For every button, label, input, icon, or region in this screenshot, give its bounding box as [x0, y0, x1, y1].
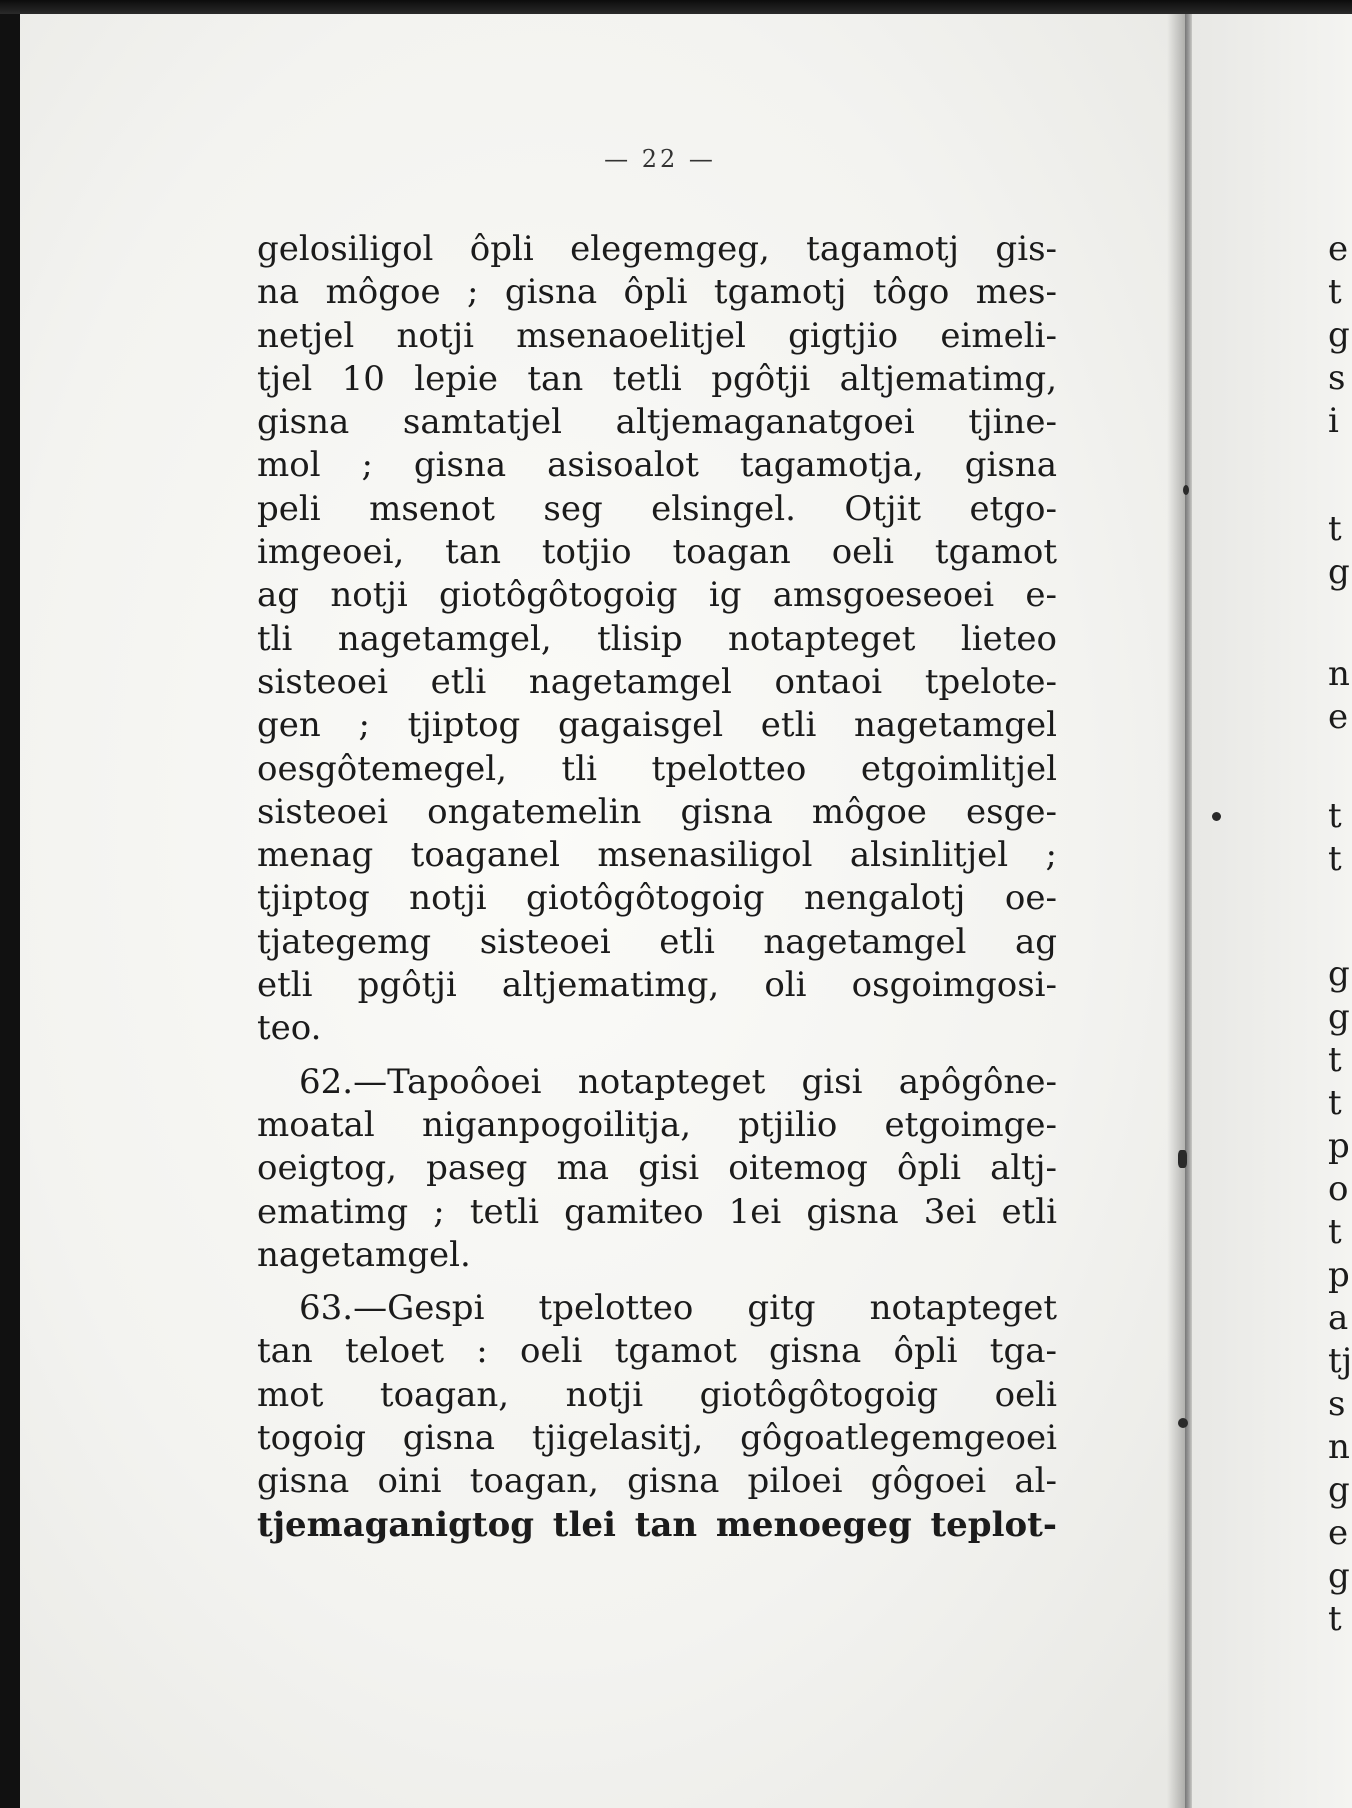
text-line: tan teloet : oeli tgamot gisna ôpli tga-: [257, 1331, 1057, 1372]
text-line: tli nagetamgel, tlisip notapteget lieteo: [257, 618, 1057, 659]
ink-spot: [1183, 485, 1189, 495]
edge-letter: g: [1328, 315, 1350, 355]
text-line: oesgôtemegel, tli tpelotteo etgoimlitjel: [257, 748, 1057, 789]
edge-letter: g: [1328, 954, 1350, 994]
edge-letter: s: [1328, 358, 1346, 398]
text-line: gisna samtatjel altjemaganatgoei tjine-: [257, 402, 1057, 443]
edge-letter: t: [1328, 1599, 1342, 1639]
text-line: teo.: [257, 1008, 322, 1049]
edge-letter: g: [1328, 1556, 1350, 1596]
text-line: tjemaganigtog tlei tan menoegeg teplot-: [257, 1504, 1057, 1545]
text-line: mol ; gisna asisoalot tagamotja, gisna: [257, 445, 1057, 486]
text-line: 63.—Gespi tpelotteo gitg notapteget: [299, 1288, 1057, 1329]
edge-letter: e: [1328, 229, 1349, 269]
text-line: mot toagan, notji giotôgôtogoig oeli: [257, 1374, 1057, 1415]
text-line: nagetamgel.: [257, 1234, 471, 1275]
text-line: na môgoe ; gisna ôpli tgamotj tôgo mes-: [257, 272, 1057, 313]
edge-letter: t: [1328, 1212, 1342, 1252]
edge-letter: e: [1328, 1513, 1349, 1553]
text-line: netjel notji msenaoelitjel gigtjio eimeli-: [257, 315, 1057, 356]
text-line: etli pgôtji altjematimg, oli osgoimgosi-: [257, 965, 1057, 1006]
book-gutter: [1185, 14, 1192, 1808]
text-line: menag toaganel msenasiligol alsinlitjel ;: [257, 835, 1057, 876]
edge-letter: i: [1328, 401, 1339, 441]
edge-letter: p: [1328, 1126, 1350, 1166]
text-line: peli msenot seg elsingel. Otjit etgo-: [257, 488, 1057, 529]
edge-letter: e: [1328, 697, 1349, 737]
text-line: imgeoei, tan totjio toagan oeli tgamot: [257, 532, 1057, 573]
edge-letter: n: [1328, 654, 1350, 694]
text-line: gelosiligol ôpli elegemgeg, tagamotj gis-: [257, 229, 1057, 269]
text-line: tjategemg sisteoei etli nagetamgel ag: [257, 921, 1057, 962]
text-line: gisna oini toagan, gisna piloei gôgoei al-: [257, 1461, 1057, 1502]
text-line: tjiptog notji giotôgôtogoig nengalotj oe-: [257, 878, 1057, 919]
text-line: sisteoei ongatemelin gisna môgoe esge-: [257, 791, 1057, 832]
edge-letter: tj: [1328, 1341, 1352, 1381]
edge-letter: t: [1328, 1040, 1342, 1080]
text-line: togoig gisna tjigelasitj, gôgoatlegemgeoei: [257, 1418, 1057, 1459]
edge-letter: t: [1328, 509, 1342, 549]
edge-letter: p: [1328, 1255, 1350, 1295]
paragraph-continuation: [257, 228, 1057, 1051]
text-line: oeigtog, paseg ma gisi oitemog ôpli altj-: [257, 1148, 1057, 1189]
ink-spot: [1178, 1418, 1188, 1428]
ink-spot: [1178, 1150, 1187, 1168]
edge-letter: t: [1328, 839, 1342, 879]
paragraph-62: [257, 1061, 1057, 1277]
ink-spot: [1212, 812, 1221, 821]
page-number: — 22 —: [604, 145, 716, 173]
edge-letter: n: [1328, 1427, 1350, 1467]
text-line: sisteoei etli nagetamgel ontaoi tpelote-: [257, 661, 1057, 702]
text-line: 62.—Tapoôoei notapteget gisi apôgône-: [299, 1061, 1057, 1102]
edge-letter: t: [1328, 272, 1342, 312]
edge-letter: g: [1328, 1470, 1350, 1510]
page-text: [257, 228, 1057, 1547]
scan-top-edge: [0, 0, 1352, 14]
edge-letter: a: [1328, 1298, 1349, 1338]
text-line: tjel 10 lepie tan tetli pgôtji altjematimg,: [257, 358, 1057, 399]
text-line: ematimg ; tetli gamiteo 1ei gisna 3ei etli: [257, 1191, 1057, 1232]
paragraph-63: [257, 1287, 1057, 1547]
text-line: gen ; tjiptog gagaisgel etli nagetamgel: [257, 705, 1057, 746]
edge-letter: t: [1328, 796, 1342, 836]
edge-letter: t: [1328, 1083, 1342, 1123]
text-line: ag notji giotôgôtogoig ig amsgoeseoei e-: [257, 575, 1057, 616]
edge-letter: g: [1328, 552, 1350, 592]
edge-letter: s: [1328, 1384, 1346, 1424]
edge-letter: g: [1328, 997, 1350, 1037]
edge-letter: o: [1328, 1169, 1349, 1209]
text-line: moatal niganpogoilitja, ptjilio etgoimge-: [257, 1104, 1057, 1145]
